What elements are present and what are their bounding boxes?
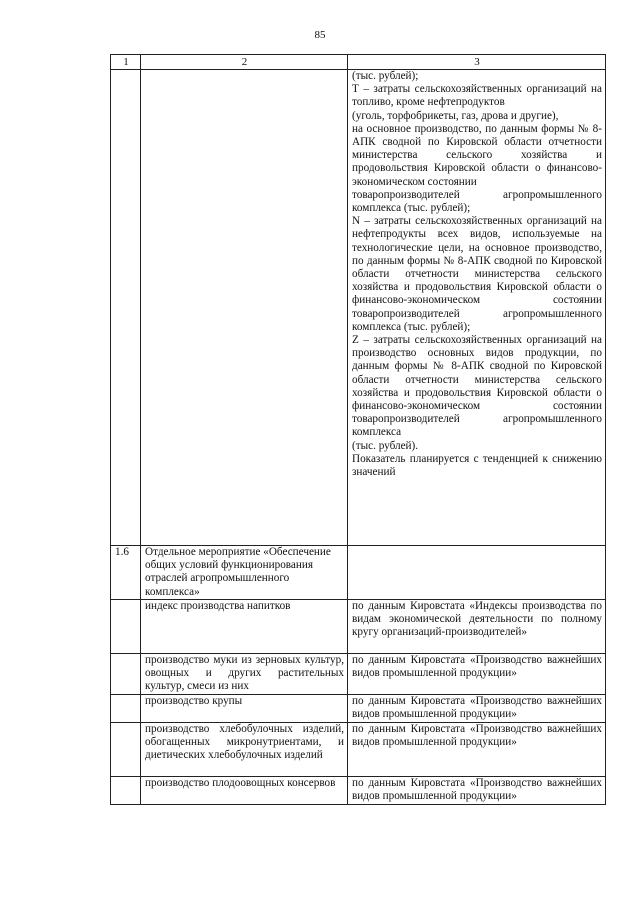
text-line: комплекса (тыс. рублей); <box>352 202 471 215</box>
table-row <box>111 600 606 654</box>
text-line: товаропроизводителей агропромышленного <box>352 188 602 201</box>
indicator-source: по данным Кировстата «Производство важнейших видов промышленной продукции» <box>348 654 606 695</box>
text-line: комплекса (тыс. рублей); <box>352 320 471 333</box>
indicator-source: по данным Кировстата «Производство важнейших видов промышленной продукции» <box>348 723 606 777</box>
text-line: (уголь, торфобрикеты, газ, дрова и другие), <box>352 109 559 122</box>
empty-cell <box>348 546 606 600</box>
section-row <box>111 546 606 600</box>
header-col-1: 1 <box>111 55 141 70</box>
indicator-name: производство муки из зерновых культур, овощных и других растительных культур, смеси из них <box>141 654 348 695</box>
text-line: N – затраты сельскохозяйственных организаций на нефтепродукты всех видов, используемые на технологические цели, на основное производство, по данным формы № 8-АПК сводной по Кировской области отчетности министерства сельского хозяйства и продовольствия Кировской области о финансово-экономическом состоянии товаропроизводителей агропромышленного <box>352 215 602 320</box>
indicator-source: по данным Кировстата «Индексы производства по видам экономической деятельности по полному кругу организаций-производителей» <box>348 600 606 654</box>
empty-cell <box>111 695 141 723</box>
text-line: (тыс. рублей). <box>352 439 419 452</box>
table-row <box>111 695 606 723</box>
text-line: Z – затраты сельскохозяйственных организаций на производство основных видов продукции, по данным формы № 8-АПК сводной по Кировской области отчетности министерства сельского хозяйства и продовольствия Кировской области о финансово-экономическом состоянии товаропроизводителей агропромышленного комплекса <box>352 334 602 439</box>
page-number: 85 <box>314 29 326 41</box>
indicator-name: производство крупы <box>141 695 348 723</box>
text-line: Показатель планируется с тенденцией к снижению значений <box>352 452 602 479</box>
empty-cell <box>111 654 141 695</box>
header-col-2: 2 <box>141 55 348 70</box>
empty-cell <box>111 70 141 546</box>
empty-cell <box>141 70 348 546</box>
table-row <box>111 777 606 805</box>
text-line: (тыс. рублей); <box>352 70 419 82</box>
empty-cell <box>111 600 141 654</box>
indicator-name: производство хлебобулочных изделий, обогащенных микронутриентами, и диетических хлебобулочных изделий <box>141 723 348 777</box>
section-number: 1.6 <box>111 546 141 600</box>
empty-cell <box>111 777 141 805</box>
table-row <box>111 654 606 695</box>
indicator-source: по данным Кировстата «Производство важнейших видов промышленной продукции» <box>348 777 606 805</box>
continuation-row <box>111 70 606 546</box>
text-line: Т – затраты сельскохозяйственных организаций на топливо, кроме нефтепродуктов <box>352 83 602 109</box>
header-col-3: 3 <box>348 55 606 70</box>
indicator-name: индекс производства напитков <box>141 600 348 654</box>
section-title: Отдельное мероприятие «Обеспечение общих условий функционирования отраслей агропромышленного комплекса» <box>141 546 348 600</box>
indicator-source: по данным Кировстата «Производство важнейших видов промышленной продукции» <box>348 695 606 723</box>
table-row <box>111 723 606 777</box>
indicator-name: производство плодоовощных консервов <box>141 777 348 805</box>
indicator-table <box>110 54 606 805</box>
table-header-row <box>111 55 606 70</box>
text-line: на основное производство, по данным формы № 8-АПК сводной по Кировской области отчетности министерства сельского хозяйства и продовольствия Кировской области о финансово-экономическом состоянии <box>352 122 602 188</box>
formula-description-cell <box>348 70 606 546</box>
empty-cell <box>111 723 141 777</box>
